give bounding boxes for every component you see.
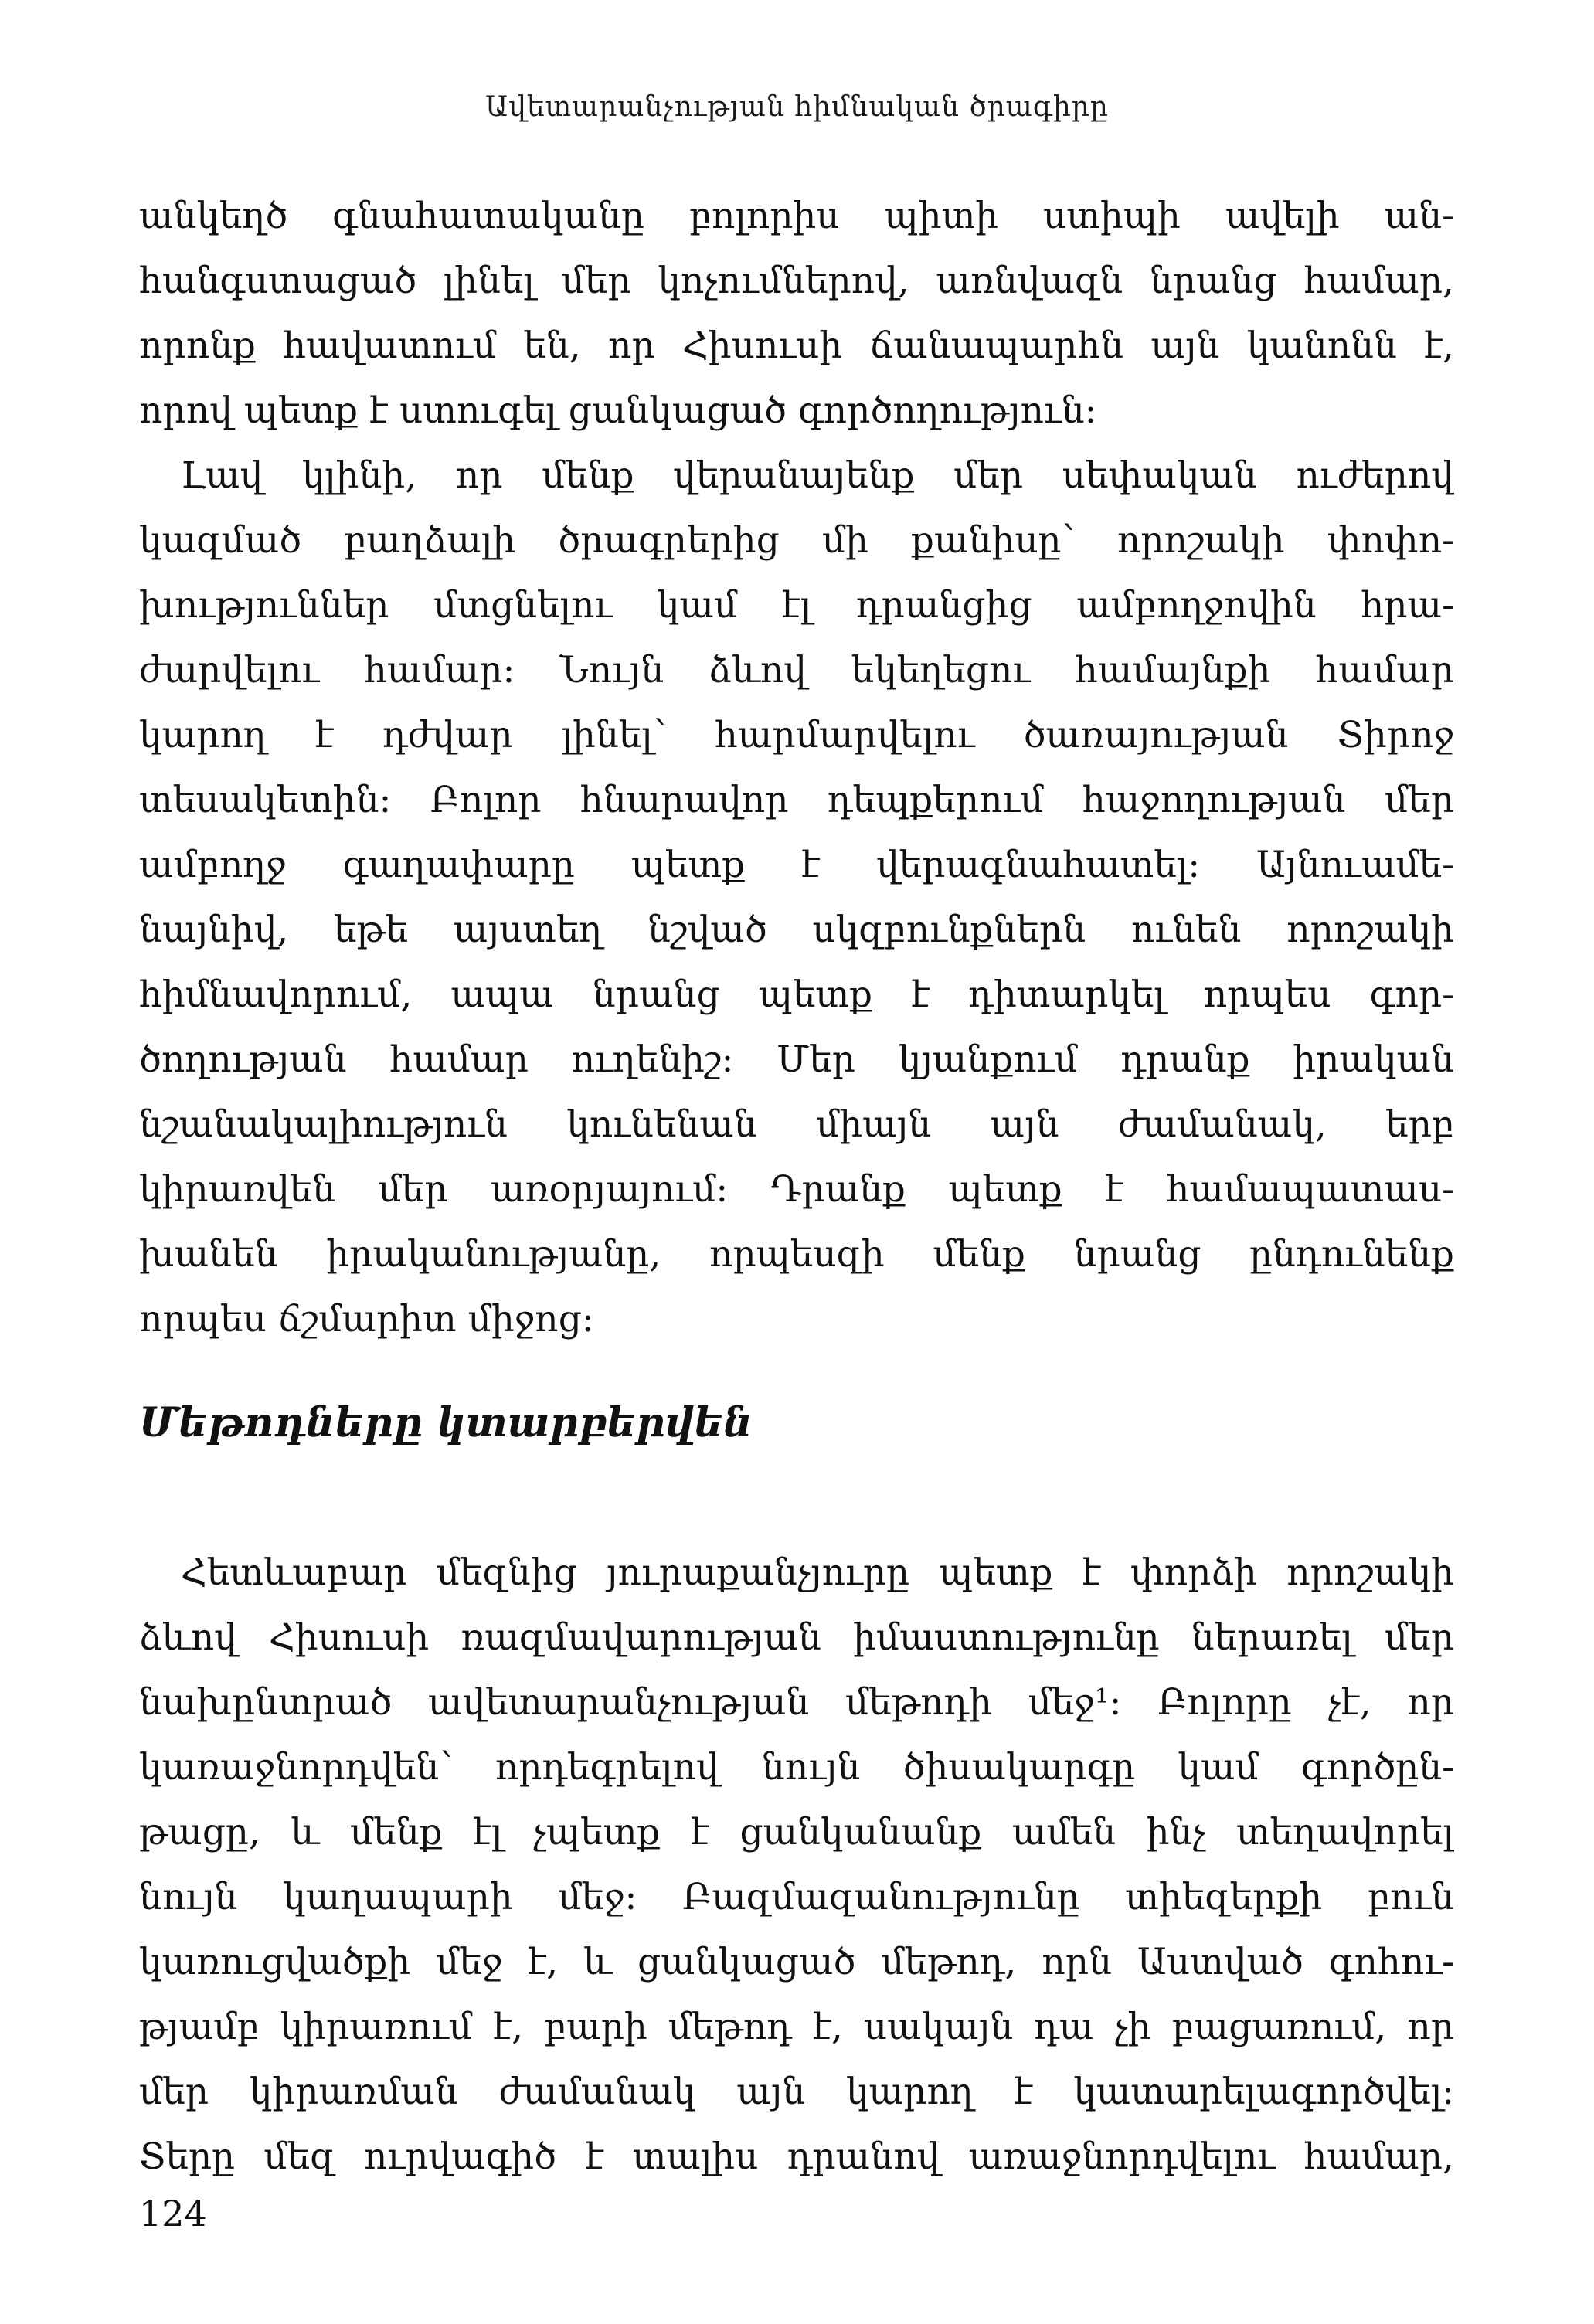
text-line: Տերը մեզ ուրվագիծ է տալիս դրանով առաջնորդվելու համար,: [139, 2135, 1454, 2178]
text-line: նշանակալիություն կունենան միայն այն ժամանակ, երբ: [139, 1103, 1454, 1146]
text-line: որով պետք է ստուգել ցանկացած գործողություն:: [139, 389, 1097, 432]
text-line: որպես ճշմարիտ միջոց:: [139, 1298, 594, 1340]
text-line: անկեղծ գնահատականը բոլորիս պիտի ստիպի ավելի ան-: [139, 195, 1454, 237]
text-line: կիրառվեն մեր առօրյայում: Դրանք պետք է համապատաս-: [139, 1168, 1454, 1211]
text-line: նույն կաղապարի մեջ: Բազմազանությունը տիեզերքի բուն: [139, 1876, 1454, 1918]
text-line: կազմած բաղձալի ծրագրերից մի քանիսը՝ որոշակի փոփո-: [139, 519, 1454, 562]
text-line: ամբողջ գաղափարը պետք է վերագնահատել: Այնուամե-: [139, 844, 1454, 886]
text-line: նախընտրած ավետարանչության մեթոդի մեջ¹: Բոլորը չէ, որ: [139, 1681, 1454, 1724]
text-line: թացը, և մենք էլ չպետք է ցանկանանք ամեն ինչ տեղավորել: [139, 1811, 1454, 1853]
text-line: կառուցվածքի մեջ է, և ցանկացած մեթոդ, որն Աստված գոհու-: [139, 1941, 1454, 1983]
text-line: Հետևաբար մեզնից յուրաքանչյուրը պետք է փորձի որոշակի: [181, 1551, 1454, 1594]
text-line: թյամբ կիրառում է, բարի մեթոդ է, սակայն դա չի բացառում, որ: [139, 2006, 1454, 2048]
text-line: խություններ մտցնելու կամ էլ դրանցից ամբողջովին հրա-: [139, 584, 1454, 627]
text-line: նայնիվ, եթե այստեղ նշված սկզբունքներն ունեն որոշակի: [139, 909, 1454, 951]
text-line: հիմնավորում, ապա նրանց պետք է դիտարկել որպես գոր-: [139, 973, 1454, 1016]
page-number: 124: [139, 2193, 207, 2234]
text-line: Լավ կլինի, որ մենք վերանայենք մեր սեփական ուժերով: [181, 454, 1454, 497]
text-line: կարող է դժվար լինել՝ հարմարվելու ծառայության Տիրոջ: [139, 714, 1454, 756]
text-line: ժարվելու համար: Նույն ձևով եկեղեցու համայնքի համար: [139, 649, 1454, 691]
text-block-top: [139, 184, 1454, 1352]
text-line: մեր կիրառման ժամանակ այն կարող է կատարելագործվել:: [139, 2071, 1454, 2113]
running-head: Ավետարանչության հիմնական ծրագիրը: [485, 91, 1109, 123]
text-line: կառաջնորդվեն՝ որդեգրելով նույն ծիսակարգը կամ գործըն-: [139, 1746, 1454, 1789]
text-line: տեսակետին: Բոլոր հնարավոր դեպքերում հաջողության մեր: [139, 779, 1454, 821]
text-line: խանեն իրականությանը, որպեսզի մենք նրանց ընդունենք: [139, 1233, 1454, 1276]
text-block-bottom: [139, 1541, 1454, 2190]
text-line: ձևով Հիսուսի ռազմավարության իմաստությունը ներառել մեր: [139, 1616, 1454, 1659]
text-line: հանգստացած լինել մեր կոչումներով, առնվազն նրանց համար,: [139, 260, 1454, 302]
text-line: ծողության համար ուղենիշ: Մեր կյանքում դրանք իրական: [139, 1038, 1454, 1081]
text-line: որոնք հավատում են, որ Հիսուսի ճանապարհն այն կանոնն է,: [139, 324, 1454, 367]
section-heading: Մեթոդները կտարբերվեն: [139, 1399, 753, 1446]
